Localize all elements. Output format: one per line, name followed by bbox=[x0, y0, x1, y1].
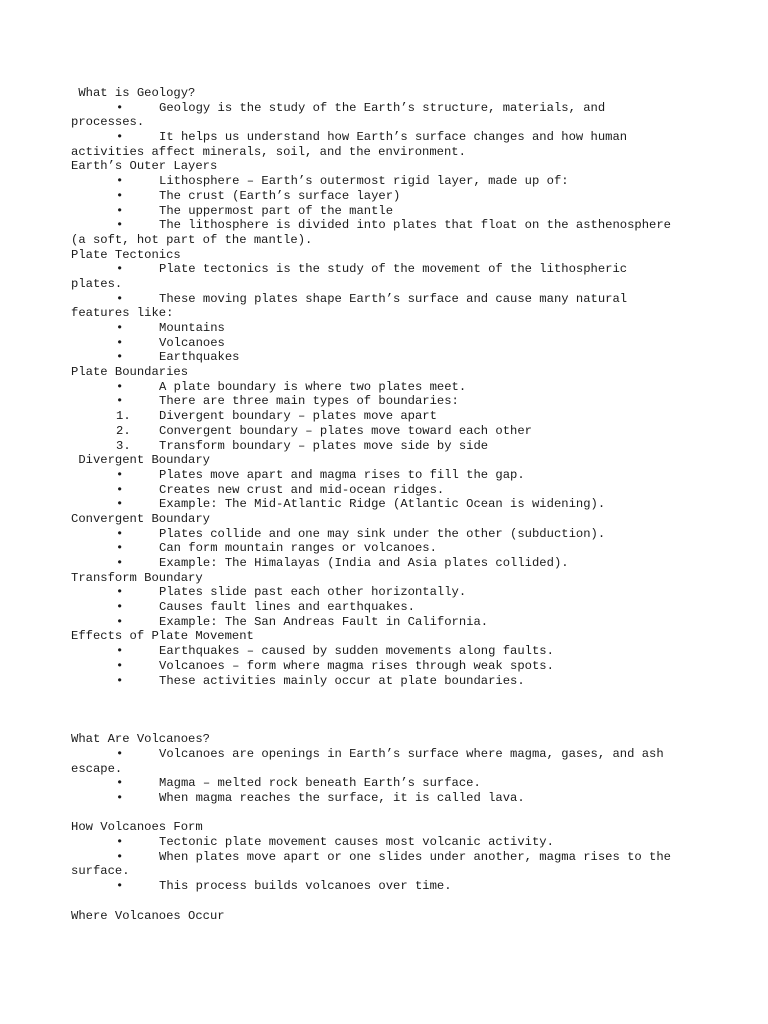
text-line: Effects of Plate Movement bbox=[71, 629, 254, 644]
list-item-text: Plate tectonics is the study of the movement of the lithospheric bbox=[159, 262, 628, 277]
list-item bbox=[71, 218, 701, 233]
list-item-text: Magma – melted rock beneath Earth’s surface. bbox=[159, 776, 481, 791]
list-item bbox=[71, 747, 701, 762]
list-marker: 1. bbox=[116, 409, 131, 424]
list-marker: • bbox=[116, 188, 124, 203]
list-item bbox=[71, 204, 701, 219]
list-marker: • bbox=[116, 600, 124, 615]
text-line: Convergent Boundary bbox=[71, 511, 210, 526]
list-marker: • bbox=[116, 130, 124, 145]
list-item bbox=[71, 409, 701, 424]
list-marker: • bbox=[116, 174, 124, 189]
blank-line bbox=[71, 894, 701, 909]
text-line: Transform Boundary bbox=[71, 570, 203, 585]
list-marker: 3. bbox=[116, 438, 131, 453]
list-item-text: Plates collide and one may sink under the other (subduction). bbox=[159, 526, 606, 541]
list-marker: • bbox=[116, 849, 124, 864]
list-item-text: The crust (Earth’s surface layer) bbox=[159, 188, 401, 203]
list-item bbox=[71, 468, 701, 483]
list-item-text: These activities mainly occur at plate boundaries. bbox=[159, 673, 525, 688]
text-line: surface. bbox=[71, 864, 130, 879]
list-item bbox=[71, 835, 701, 850]
list-item bbox=[71, 879, 701, 894]
list-item-text: Geology is the study of the Earth’s structure, materials, and bbox=[159, 100, 606, 115]
list-marker: • bbox=[116, 497, 124, 512]
list-marker: • bbox=[116, 791, 124, 805]
list-item-text: When plates move apart or one slides under another, magma rises to the bbox=[159, 849, 671, 864]
text-line: (a soft, hot part of the mantle). bbox=[71, 232, 313, 247]
list-marker: • bbox=[116, 291, 124, 306]
list-item bbox=[71, 541, 701, 556]
list-item bbox=[71, 174, 701, 189]
list-item-text: Divergent boundary – plates move apart bbox=[159, 409, 437, 424]
list-item-text: Convergent boundary – plates move toward each other bbox=[159, 423, 532, 438]
list-item-text: There are three main types of boundaries: bbox=[159, 394, 459, 409]
list-item-text: Tectonic plate movement causes most volcanic activity. bbox=[159, 835, 554, 850]
list-marker: • bbox=[116, 394, 124, 409]
list-item bbox=[71, 350, 701, 365]
blank-line bbox=[71, 688, 701, 703]
list-item-text: Mountains bbox=[159, 321, 225, 335]
text-line: What Are Volcanoes? bbox=[71, 732, 210, 747]
list-item bbox=[71, 262, 701, 277]
list-marker: • bbox=[116, 673, 124, 688]
text-line: Where Volcanoes Occur bbox=[71, 908, 225, 923]
list-item bbox=[71, 380, 701, 395]
list-marker: • bbox=[116, 262, 124, 277]
list-item-text: These moving plates shape Earth’s surface and cause many natural bbox=[159, 291, 628, 306]
list-item bbox=[71, 585, 701, 600]
list-item-text: When magma reaches the surface, it is called lava. bbox=[159, 791, 525, 805]
text-line: processes. bbox=[71, 115, 145, 130]
list-marker: • bbox=[116, 776, 124, 791]
list-item bbox=[71, 292, 701, 307]
list-item bbox=[71, 644, 701, 659]
list-item bbox=[71, 791, 701, 806]
list-item bbox=[71, 130, 701, 145]
text-line: Divergent Boundary bbox=[71, 453, 210, 468]
list-marker: • bbox=[116, 100, 124, 115]
list-item-text: Causes fault lines and earthquakes. bbox=[159, 600, 415, 615]
list-marker: • bbox=[116, 379, 124, 394]
list-item-text: Plates slide past each other horizontally. bbox=[159, 585, 467, 600]
list-item bbox=[71, 101, 701, 116]
blank-line bbox=[71, 718, 701, 733]
list-item-text: Volcanoes are openings in Earth’s surface where magma, gases, and ash bbox=[159, 746, 664, 761]
list-marker: • bbox=[116, 218, 124, 233]
list-item bbox=[71, 483, 701, 498]
list-item-text: The lithosphere is divided into plates that float on the asthenosphere bbox=[159, 218, 671, 233]
list-item-text: The uppermost part of the mantle bbox=[159, 203, 394, 218]
list-item bbox=[71, 497, 701, 512]
text-line: How Volcanoes Form bbox=[71, 820, 203, 835]
text-line: Plate Boundaries bbox=[71, 365, 189, 380]
list-item-text: Earthquakes – caused by sudden movements along faults. bbox=[159, 644, 554, 659]
list-item bbox=[71, 600, 701, 615]
list-marker: 2. bbox=[116, 423, 131, 438]
list-marker: • bbox=[116, 541, 124, 556]
list-item bbox=[71, 321, 701, 336]
list-item bbox=[71, 659, 701, 674]
list-marker: • bbox=[116, 585, 124, 600]
list-item bbox=[71, 336, 701, 351]
list-marker: • bbox=[116, 879, 124, 894]
list-item-text: Example: The Himalayas (India and Asia plates collided). bbox=[159, 556, 569, 570]
list-item-text: Example: The Mid-Atlantic Ridge (Atlantic Ocean is widening). bbox=[159, 497, 606, 512]
list-item bbox=[71, 189, 701, 204]
list-item bbox=[71, 439, 701, 454]
text-line: activities affect minerals, soil, and the environment. bbox=[71, 144, 466, 159]
list-marker: • bbox=[116, 203, 124, 218]
list-item-text: A plate boundary is where two plates meet. bbox=[159, 379, 467, 394]
list-item-text: Volcanoes – form where magma rises through weak spots. bbox=[159, 658, 554, 673]
list-item bbox=[71, 424, 701, 439]
list-item-text: Lithosphere – Earth’s outermost rigid layer, made up of: bbox=[159, 174, 569, 189]
list-item-text: Creates new crust and mid-ocean ridges. bbox=[159, 482, 445, 497]
list-item bbox=[71, 556, 701, 571]
text-line: What is Geology? bbox=[71, 86, 196, 100]
list-item-text: Plates move apart and magma rises to fill the gap. bbox=[159, 467, 525, 482]
list-marker: • bbox=[116, 335, 124, 350]
blank-line bbox=[71, 703, 701, 718]
text-line: Earth’s Outer Layers bbox=[71, 159, 218, 174]
text-line: plates. bbox=[71, 276, 123, 291]
list-marker: • bbox=[116, 526, 124, 541]
list-item bbox=[71, 527, 701, 542]
list-marker: • bbox=[116, 835, 124, 850]
list-item bbox=[71, 394, 701, 409]
list-item-text: It helps us understand how Earth’s surface changes and how human bbox=[159, 130, 628, 145]
list-marker: • bbox=[116, 746, 124, 761]
text-line: features like: bbox=[71, 306, 174, 321]
list-item bbox=[71, 674, 701, 689]
list-marker: • bbox=[116, 658, 124, 673]
list-marker: • bbox=[116, 467, 124, 482]
list-item bbox=[71, 776, 701, 791]
list-marker: • bbox=[116, 321, 124, 335]
list-item-text: Earthquakes bbox=[159, 350, 240, 365]
document-body bbox=[71, 86, 701, 923]
list-marker: • bbox=[116, 556, 124, 570]
list-marker: • bbox=[116, 614, 124, 629]
list-item bbox=[71, 615, 701, 630]
text-line: Plate Tectonics bbox=[71, 247, 181, 262]
blank-line bbox=[71, 806, 701, 821]
list-marker: • bbox=[116, 482, 124, 497]
list-item bbox=[71, 850, 701, 865]
list-marker: • bbox=[116, 644, 124, 659]
list-item-text: This process builds volcanoes over time. bbox=[159, 879, 452, 894]
list-item-text: Example: The San Andreas Fault in California. bbox=[159, 614, 489, 629]
text-line: escape. bbox=[71, 761, 123, 776]
list-marker: • bbox=[116, 350, 124, 365]
list-item-text: Volcanoes bbox=[159, 335, 225, 350]
list-item-text: Transform boundary – plates move side by side bbox=[159, 438, 489, 453]
list-item-text: Can form mountain ranges or volcanoes. bbox=[159, 541, 437, 556]
